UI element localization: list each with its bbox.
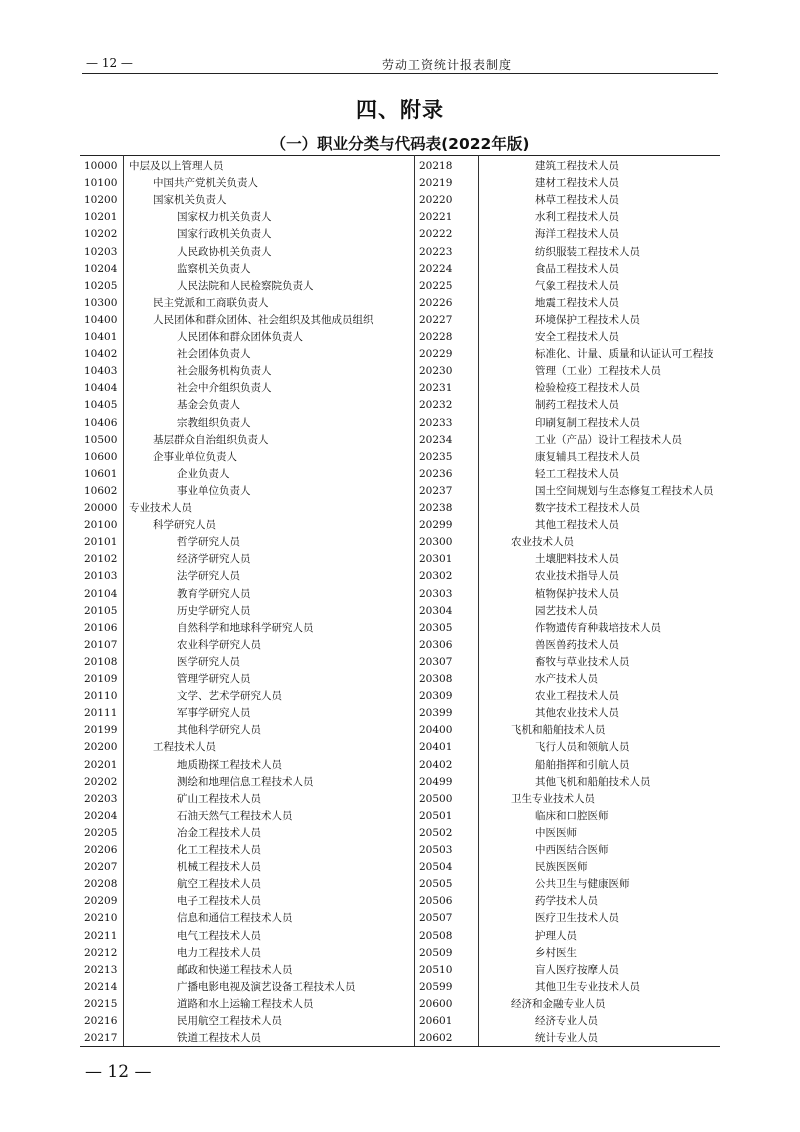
occupation-name: 广播电影电视及演艺设备工程技术人员 <box>177 980 356 993</box>
occupation-name: 轻工工程技术人员 <box>535 467 619 480</box>
occupation-code: 20401 <box>419 741 453 754</box>
table-top-rule <box>80 155 720 156</box>
occupation-name: 文学、艺术学研究人员 <box>177 690 282 703</box>
occupation-name: 电力工程技术人员 <box>177 946 261 959</box>
occupation-code: 20223 <box>419 245 453 258</box>
occupation-name: 水产技术人员 <box>535 673 598 685</box>
occupation-code: 20218 <box>419 160 453 172</box>
occupation-code: 20509 <box>419 946 453 959</box>
occupation-name: 科学研究人员 <box>153 519 216 532</box>
occupation-name: 康复辅具工程技术人员 <box>535 450 640 463</box>
column-divider-right-code <box>478 155 479 1047</box>
occupation-name: 电气工程技术人员 <box>177 929 261 942</box>
occupation-name: 地震工程技术人员 <box>535 296 619 309</box>
occupation-name: 兽医兽药技术人员 <box>535 638 619 651</box>
occupation-name: 纺织服装工程技术人员 <box>535 245 640 258</box>
occupation-name: 园艺技术人员 <box>535 604 598 617</box>
occupation-name: 工程技术人员 <box>153 741 216 754</box>
occupation-code: 20000 <box>84 502 118 514</box>
occupation-name: 经济和金融专业人员 <box>511 997 606 1010</box>
occupation-code: 10403 <box>84 365 118 378</box>
occupation-name: 监察机关负责人 <box>177 262 251 275</box>
occupation-code: 10205 <box>84 279 118 292</box>
occupation-name: 基层群众自治组织负责人 <box>153 433 269 446</box>
occupation-code: 10400 <box>84 313 118 326</box>
occupation-code: 20221 <box>419 211 453 224</box>
header-rule <box>82 73 718 74</box>
occupation-code: 10100 <box>84 177 118 190</box>
occupation-name: 专业技术人员 <box>129 502 192 514</box>
occupation-code: 20205 <box>84 826 118 839</box>
occupation-name: 医学研究人员 <box>177 655 240 668</box>
occupation-name: 数字技术工程技术人员 <box>535 502 640 514</box>
occupation-name: 经济专业人员 <box>535 1015 598 1027</box>
occupation-name: 卫生专业技术人员 <box>511 792 595 805</box>
occupation-name: 船舶指挥和引航人员 <box>535 758 630 771</box>
occupation-code: 20212 <box>84 946 118 959</box>
occupation-code: 20226 <box>419 296 453 309</box>
occupation-name: 农业科学研究人员 <box>177 638 261 651</box>
occupation-code: 20105 <box>84 604 118 617</box>
occupation-code: 10602 <box>84 484 118 497</box>
occupation-name: 土壤肥料技术人员 <box>535 553 619 566</box>
occupation-code: 20231 <box>419 382 453 395</box>
occupation-name: 统计专业人员 <box>535 1032 598 1045</box>
footer-page-number: — 12 — <box>85 1062 152 1082</box>
occupation-name: 农业工程技术人员 <box>535 690 619 703</box>
occupation-name: 社会服务机构负责人 <box>177 365 272 378</box>
occupation-code: 10200 <box>84 194 118 207</box>
occupation-code: 20503 <box>419 844 453 856</box>
occupation-code: 20400 <box>419 724 453 737</box>
occupation-code: 20504 <box>419 861 453 874</box>
occupation-code: 20402 <box>419 758 453 771</box>
occupation-name: 冶金工程技术人员 <box>177 826 261 839</box>
header-title: 劳动工资统计报表制度 <box>382 58 513 72</box>
occupation-code: 20600 <box>419 997 453 1010</box>
occupation-code: 20211 <box>84 929 118 942</box>
occupation-code: 20103 <box>84 570 118 583</box>
occupation-code: 20100 <box>84 519 118 532</box>
occupation-name: 航空工程技术人员 <box>177 878 261 891</box>
occupation-name: 检验检疫工程技术人员 <box>535 382 640 395</box>
occupation-code: 20208 <box>84 878 118 891</box>
occupation-code: 20232 <box>419 399 453 412</box>
occupation-name: 民族医医师 <box>535 861 588 874</box>
occupation-code: 20502 <box>419 826 453 839</box>
occupation-name: 植物保护技术人员 <box>535 587 619 600</box>
occupation-name: 其他卫生专业技术人员 <box>535 980 640 993</box>
occupation-code: 20233 <box>419 416 453 429</box>
occupation-code: 20107 <box>84 638 118 651</box>
occupation-code: 20501 <box>419 809 453 822</box>
occupation-code: 20207 <box>84 861 118 874</box>
occupation-name: 飞行人员和领航人员 <box>535 741 630 754</box>
occupation-name: 企事业单位负责人 <box>153 450 237 463</box>
occupation-name: 地质勘探工程技术人员 <box>177 758 282 771</box>
occupation-code: 10201 <box>84 211 118 224</box>
occupation-code: 10402 <box>84 348 118 361</box>
occupation-name: 药学技术人员 <box>535 895 598 908</box>
occupation-name: 人民团体和群众团体、社会组织及其他成员组织 <box>153 313 374 326</box>
occupation-name: 国家权力机关负责人 <box>177 211 272 224</box>
occupation-code: 20235 <box>419 450 453 463</box>
occupation-name: 民用航空工程技术人员 <box>177 1015 282 1027</box>
occupation-name: 宗教组织负责人 <box>177 416 251 429</box>
occupation-code: 20206 <box>84 844 118 856</box>
occupation-name: 邮政和快递工程技术人员 <box>177 963 293 976</box>
occupation-code: 20213 <box>84 963 118 976</box>
occupation-name: 管理学研究人员 <box>177 673 251 685</box>
occupation-code: 20222 <box>419 228 453 241</box>
occupation-name: 建材工程技术人员 <box>535 177 619 190</box>
occupation-name: 中层及以上管理人员 <box>129 160 224 172</box>
occupation-code: 20216 <box>84 1015 118 1027</box>
occupation-code: 20508 <box>419 929 453 942</box>
occupation-name: 农业技术指导人员 <box>535 570 619 583</box>
occupation-name: 农业技术人员 <box>511 536 574 549</box>
occupation-name: 乡村医生 <box>535 946 577 959</box>
occupation-code: 20601 <box>419 1015 453 1027</box>
occupation-code: 20236 <box>419 467 453 480</box>
occupation-code: 20228 <box>419 331 453 343</box>
occupation-code: 20507 <box>419 912 453 925</box>
occupation-name: 法学研究人员 <box>177 570 240 583</box>
occupation-code: 20109 <box>84 673 118 685</box>
occupation-code: 10202 <box>84 228 118 241</box>
occupation-name: 信息和通信工程技术人员 <box>177 912 293 925</box>
occupation-name: 人民团体和群众团体负责人 <box>177 331 303 343</box>
occupation-name: 其他飞机和船舶技术人员 <box>535 775 651 788</box>
occupation-name: 其他农业技术人员 <box>535 707 619 720</box>
table-title: （一）职业分类与代码表(2022年版) <box>270 135 530 153</box>
occupation-code-table <box>80 155 720 1047</box>
occupation-code: 10406 <box>84 416 118 429</box>
occupation-name: 临床和口腔医师 <box>535 809 609 822</box>
occupation-name: 医疗卫生技术人员 <box>535 912 619 925</box>
occupation-code: 20104 <box>84 587 118 600</box>
occupation-name: 矿山工程技术人员 <box>177 792 261 805</box>
occupation-name: 盲人医疗按摩人员 <box>535 963 619 976</box>
occupation-name: 化工工程技术人员 <box>177 844 261 856</box>
occupation-name: 食品工程技术人员 <box>535 262 619 275</box>
occupation-name: 印刷复制工程技术人员 <box>535 416 640 429</box>
occupation-name: 社会团体负责人 <box>177 348 251 361</box>
occupation-name: 中医医师 <box>535 826 577 839</box>
occupation-code: 20204 <box>84 809 118 822</box>
occupation-name: 工业（产品）设计工程技术人员 <box>535 433 682 446</box>
occupation-code: 10405 <box>84 399 118 412</box>
occupation-code: 20209 <box>84 895 118 908</box>
occupation-name: 自然科学和地球科学研究人员 <box>177 621 314 634</box>
occupation-name: 电子工程技术人员 <box>177 895 261 908</box>
occupation-code: 20302 <box>419 570 453 583</box>
occupation-name: 人民政协机关负责人 <box>177 245 272 258</box>
occupation-code: 20299 <box>419 519 453 532</box>
occupation-name: 环境保护工程技术人员 <box>535 313 640 326</box>
running-header <box>82 52 718 74</box>
occupation-name: 标准化、计量、质量和认证认可工程技 <box>535 348 714 361</box>
occupation-code: 20102 <box>84 553 118 566</box>
occupation-name: 中国共产党机关负责人 <box>153 177 258 190</box>
occupation-code: 10600 <box>84 450 118 463</box>
occupation-name: 军事学研究人员 <box>177 707 251 720</box>
occupation-name: 管理（工业）工程技术人员 <box>535 365 661 378</box>
occupation-code: 20305 <box>419 621 453 634</box>
occupation-code: 20217 <box>84 1032 118 1045</box>
occupation-name: 历史学研究人员 <box>177 604 251 617</box>
occupation-code: 20301 <box>419 553 453 566</box>
occupation-name: 其他科学研究人员 <box>177 724 261 737</box>
occupation-name: 海洋工程技术人员 <box>535 228 619 241</box>
occupation-code: 20101 <box>84 536 118 549</box>
occupation-name: 道路和水上运输工程技术人员 <box>177 997 314 1010</box>
occupation-code: 10203 <box>84 245 118 258</box>
occupation-name: 公共卫生与健康医师 <box>535 878 630 891</box>
occupation-name: 国土空间规划与生态修复工程技术人员 <box>535 484 714 497</box>
occupation-name: 其他工程技术人员 <box>535 519 619 532</box>
occupation-code: 20229 <box>419 348 453 361</box>
occupation-code: 20111 <box>84 707 118 720</box>
occupation-name: 飞机和船舶技术人员 <box>511 724 606 737</box>
occupation-code: 20505 <box>419 878 453 891</box>
occupation-name: 气象工程技术人员 <box>535 279 619 292</box>
occupation-name: 作物遗传育种栽培技术人员 <box>535 621 661 634</box>
occupation-code: 10300 <box>84 296 118 309</box>
occupation-code: 10401 <box>84 331 118 343</box>
occupation-code: 20202 <box>84 775 118 788</box>
occupation-name: 林草工程技术人员 <box>535 194 619 207</box>
column-divider-middle <box>414 155 415 1047</box>
occupation-code: 20307 <box>419 655 453 668</box>
occupation-name: 制药工程技术人员 <box>535 399 619 412</box>
occupation-code: 20108 <box>84 655 118 668</box>
header-page-number: — 12 — <box>86 56 133 70</box>
occupation-code: 20499 <box>419 775 453 788</box>
occupation-code: 20214 <box>84 980 118 993</box>
occupation-code: 20106 <box>84 621 118 634</box>
occupation-code: 20500 <box>419 792 453 805</box>
occupation-name: 教育学研究人员 <box>177 587 251 600</box>
occupation-name: 事业单位负责人 <box>177 484 251 497</box>
occupation-code: 20230 <box>419 365 453 378</box>
occupation-code: 20399 <box>419 707 453 720</box>
occupation-name: 水利工程技术人员 <box>535 211 619 224</box>
occupation-code: 20234 <box>419 433 453 446</box>
occupation-code: 20602 <box>419 1032 453 1045</box>
occupation-code: 10500 <box>84 433 118 446</box>
occupation-name: 护理人员 <box>535 929 577 942</box>
occupation-code: 20201 <box>84 758 118 771</box>
occupation-code: 20599 <box>419 980 453 993</box>
occupation-code: 20110 <box>84 690 118 703</box>
occupation-code: 20510 <box>419 963 453 976</box>
occupation-code: 10601 <box>84 467 118 480</box>
occupation-name: 石油天然气工程技术人员 <box>177 809 293 822</box>
occupation-name: 铁道工程技术人员 <box>177 1032 261 1045</box>
occupation-name: 畜牧与草业技术人员 <box>535 655 630 668</box>
occupation-name: 哲学研究人员 <box>177 536 240 549</box>
occupation-code: 20210 <box>84 912 118 925</box>
occupation-code: 20306 <box>419 638 453 651</box>
occupation-code: 10404 <box>84 382 118 395</box>
occupation-code: 10204 <box>84 262 118 275</box>
occupation-code: 20219 <box>419 177 453 190</box>
occupation-code: 20199 <box>84 724 118 737</box>
occupation-code: 10000 <box>84 160 118 172</box>
occupation-code: 20224 <box>419 262 453 275</box>
occupation-code: 20303 <box>419 587 453 600</box>
occupation-name: 中西医结合医师 <box>535 844 609 856</box>
occupation-code: 20304 <box>419 604 453 617</box>
occupation-name: 安全工程技术人员 <box>535 331 619 343</box>
occupation-name: 人民法院和人民检察院负责人 <box>177 279 314 292</box>
occupation-name: 社会中介组织负责人 <box>177 382 272 395</box>
occupation-name: 建筑工程技术人员 <box>535 160 619 172</box>
occupation-name: 国家行政机关负责人 <box>177 228 272 241</box>
occupation-name: 经济学研究人员 <box>177 553 251 566</box>
occupation-code: 20506 <box>419 895 453 908</box>
occupation-name: 机械工程技术人员 <box>177 861 261 874</box>
occupation-code: 20225 <box>419 279 453 292</box>
occupation-name: 国家机关负责人 <box>153 194 227 207</box>
section-heading: 四、附录 <box>356 98 444 122</box>
occupation-code: 20300 <box>419 536 453 549</box>
occupation-code: 20200 <box>84 741 118 754</box>
occupation-name: 测绘和地理信息工程技术人员 <box>177 775 314 788</box>
occupation-code: 20309 <box>419 690 453 703</box>
occupation-code: 20215 <box>84 997 118 1010</box>
occupation-name: 企业负责人 <box>177 467 230 480</box>
occupation-code: 20308 <box>419 673 453 685</box>
occupation-code: 20238 <box>419 502 453 514</box>
occupation-code: 20227 <box>419 313 453 326</box>
occupation-name: 民主党派和工商联负责人 <box>153 296 269 309</box>
occupation-name: 基金会负责人 <box>177 399 240 412</box>
occupation-code: 20237 <box>419 484 453 497</box>
table-bottom-rule <box>80 1046 720 1047</box>
occupation-code: 20203 <box>84 792 118 805</box>
occupation-code: 20220 <box>419 194 453 207</box>
